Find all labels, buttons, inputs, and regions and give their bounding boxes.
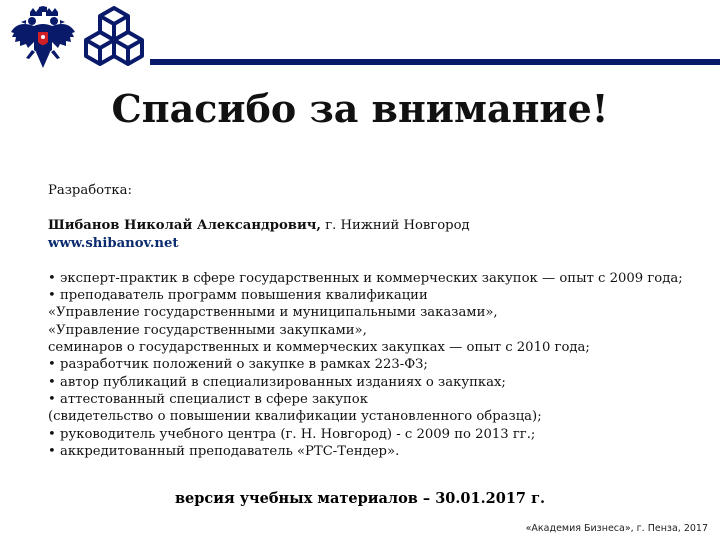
list-item: «Управление государственными и муниципальными заказами», xyxy=(48,305,498,321)
list-item: • разработчик положений о закупке в рамках 223-ФЗ; xyxy=(48,357,428,373)
footer-credit: «Академия Бизнеса», г. Пенза, 2017 xyxy=(525,523,708,534)
list-item: • автор публикаций в специализированных изданиях о закупках; xyxy=(48,374,506,390)
list-item: • аттестованный специалист в сфере закупок xyxy=(48,391,368,407)
list-item: «Управление государственными закупками», xyxy=(48,322,367,338)
header-rule xyxy=(150,59,720,65)
author-city: г. Нижний Новгород xyxy=(321,218,470,234)
list-item: • эксперт-практик в сфере государственных и коммерческих закупок — опыт с 2009 года; xyxy=(48,270,683,286)
developer-info xyxy=(48,182,698,460)
version-note: версия учебных материалов – 30.01.2017 г. xyxy=(174,490,545,507)
stacked-cubes-icon xyxy=(84,6,144,68)
page-title: Спасибо за внимание! xyxy=(111,86,609,131)
qualification-list xyxy=(48,270,698,460)
list-item: • преподаватель программ повышения квалификации xyxy=(48,288,428,304)
developer-label: Разработка: xyxy=(48,183,132,198)
double-headed-eagle-icon xyxy=(8,6,78,72)
author-name: Шибанов Николай Александрович, xyxy=(48,218,321,234)
list-item: • руководитель учебного центра (г. Н. Новгород) - с 2009 по 2013 гг.; xyxy=(48,426,536,442)
website-link[interactable]: www.shibanov.net xyxy=(48,235,179,251)
list-item: (свидетельство о повышении квалификации установленного образца); xyxy=(48,409,542,425)
author-line xyxy=(48,217,698,234)
list-item: • аккредитованный преподаватель «РТС-Тендер». xyxy=(48,443,400,459)
list-item: семинаров о государственных и коммерческих закупках — опыт с 2010 года; xyxy=(48,340,590,356)
